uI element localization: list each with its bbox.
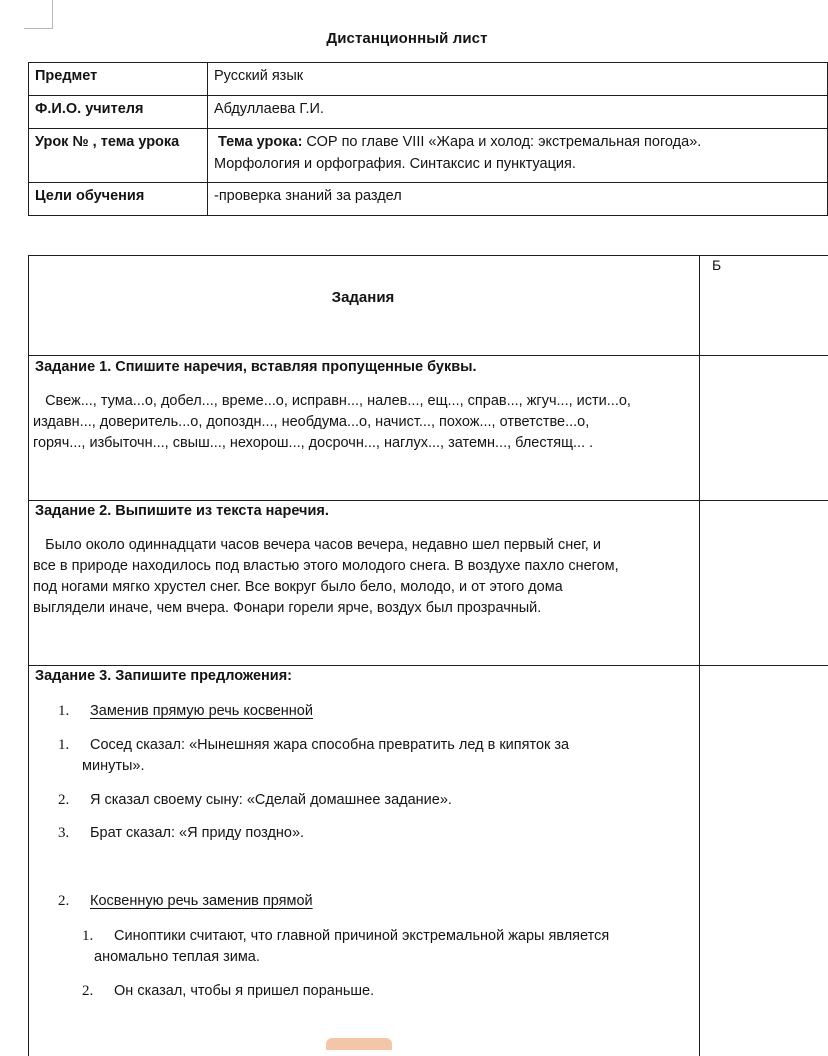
- lesson-topic-label: Тема урока:: [218, 134, 303, 150]
- lesson-label: Урок № , тема урока: [29, 129, 208, 183]
- task1-line: издавн..., доверитель...о, допоздн..., необдума...о, начист..., похож..., ответстве...о,: [33, 414, 590, 430]
- list-item-continuation: аномально теплая зима.: [94, 949, 260, 965]
- list-number: 3.: [58, 825, 70, 841]
- list-item-text: Он сказал, чтобы я пришел пораньше.: [114, 983, 375, 999]
- teacher-label: Ф.И.О. учителя: [29, 96, 208, 129]
- divider-after-header: [28, 355, 828, 356]
- list-number: 2.: [58, 893, 70, 909]
- task2-line: Было около одиннадцати часов вечера часов вечера, недавно шел первый снег, и: [33, 537, 601, 553]
- task1-line: горяч..., избыточн..., свыш..., нехорош..., досрочн..., наглух..., затемн..., блестящ... .: [33, 435, 594, 451]
- info-row-goals: [29, 183, 828, 216]
- task2-title: Задание 2. Выпишите из текста наречия.: [35, 503, 329, 519]
- lesson-topic-line1: СОР по главе VIII «Жара и холод: экстремальная погода».: [302, 134, 702, 150]
- info-row-subject: [29, 63, 828, 96]
- lesson-topic: [208, 129, 828, 183]
- list-item: [82, 926, 609, 947]
- subject-value: Русский язык: [208, 63, 828, 96]
- task1-title: Задание 1. Спишите наречия, вставляя пропущенные буквы.: [35, 359, 477, 375]
- goals-value: -проверка знаний за раздел: [208, 183, 828, 216]
- task1-text: [33, 391, 693, 454]
- list-number: 1.: [82, 928, 94, 944]
- list-item: [58, 790, 452, 811]
- document-title: Дистанционный лист: [326, 30, 488, 47]
- task2-line: под ногами мягко хрустел снег. Все вокруг было бело, молодо, и от этого дома: [33, 579, 563, 595]
- list-item-text: Синоптики считают, что главной причиной экстремальной жары является: [114, 928, 610, 944]
- task3-part2-label: Косвенную речь заменив прямой: [90, 893, 313, 909]
- task3-part2-heading: [58, 891, 313, 912]
- goals-label: Цели обучения: [29, 183, 208, 216]
- list-item-text: Сосед сказал: «Нынешняя жара способна превратить лед в кипяток за: [90, 737, 570, 753]
- list-number: 1.: [58, 703, 70, 719]
- page-corner-mark: [24, 0, 53, 29]
- list-item: [58, 823, 304, 844]
- tasks-header: Задания: [331, 289, 395, 306]
- info-row-lesson: [29, 129, 828, 183]
- list-item-text: Я сказал своему сыну: «Сделай домашнее задание».: [90, 792, 452, 808]
- task3-title: Задание 3. Запишите предложения:: [35, 668, 292, 684]
- list-number: 2.: [58, 792, 70, 808]
- task3-part1-label: Заменив прямую речь косвенной: [90, 703, 313, 719]
- tasks-side-column: [698, 255, 828, 1056]
- divider-after-task2: [28, 665, 828, 666]
- tasks-table: [28, 255, 828, 1055]
- list-item: [58, 735, 569, 756]
- task2-line: выглядели иначе, чем вчера. Фонари горели ярче, воздух был прозрачный.: [33, 600, 542, 616]
- task1-line: Свеж..., тума...о, добел..., време...о, исправн..., налев..., ещ..., справ..., жгуч..., исти...о,: [33, 393, 631, 409]
- list-item-text: Брат сказал: «Я приду поздно».: [90, 825, 305, 841]
- task3-part1-heading: [58, 701, 313, 722]
- list-item-continuation: минуты».: [82, 758, 145, 774]
- task2-line: все в природе находилось под властью этого молодого снега. В воздухе пахло снегом,: [33, 558, 619, 574]
- info-row-teacher: [29, 96, 828, 129]
- subject-label: Предмет: [29, 63, 208, 96]
- floating-action-tab[interactable]: [326, 1038, 392, 1050]
- task2-text: [33, 535, 693, 619]
- lesson-topic-line2: Морфология и орфография. Синтаксис и пунктуация.: [214, 156, 576, 172]
- side-column-header: Б: [712, 257, 722, 273]
- list-number: 2.: [82, 983, 94, 999]
- list-number: 1.: [58, 737, 70, 753]
- teacher-value: Абдуллаева Г.И.: [208, 96, 828, 129]
- info-table: [28, 62, 828, 216]
- list-item: [82, 981, 374, 1002]
- divider-after-task1: [28, 500, 828, 501]
